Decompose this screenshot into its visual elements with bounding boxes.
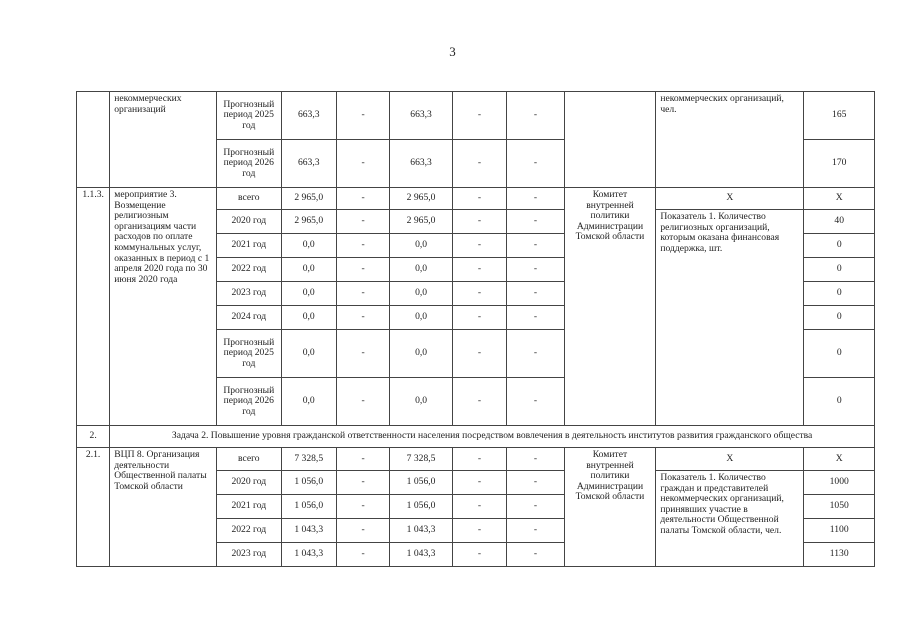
amount-cell: - xyxy=(336,543,389,567)
indicator-value: 1130 xyxy=(804,543,875,567)
amount-cell: 1 056,0 xyxy=(281,495,336,519)
amount-cell: - xyxy=(452,258,506,282)
amount-cell: - xyxy=(507,258,564,282)
page-number: 3 xyxy=(449,44,456,59)
amount-cell: - xyxy=(452,188,506,210)
table-row xyxy=(77,92,875,140)
indicator-value: 0 xyxy=(804,330,875,378)
indicator-name: Показатель 1. Количество граждан и представителей некоммерческих организаций, принявших участие в деятельности Общественной палаты Томской области, чел. xyxy=(656,471,804,567)
period-cell: Прогнозный период 2025 год xyxy=(217,330,281,378)
amount-cell: - xyxy=(507,471,564,495)
amount-cell: 7 328,5 xyxy=(390,448,452,471)
amount-cell: 0,0 xyxy=(390,306,452,330)
amount-cell: - xyxy=(336,330,389,378)
period-cell: 2020 год xyxy=(217,471,281,495)
amount-cell: 0,0 xyxy=(390,378,452,426)
row-number: 2.1. xyxy=(77,448,110,567)
amount-cell: 663,3 xyxy=(390,92,452,140)
amount-cell: - xyxy=(452,306,506,330)
amount-cell: - xyxy=(452,234,506,258)
amount-cell: - xyxy=(507,378,564,426)
amount-cell: 0,0 xyxy=(281,378,336,426)
indicator-value: 0 xyxy=(804,378,875,426)
indicator-header: Х xyxy=(656,448,804,471)
activity-name: мероприятие 3. Возмещение религиозным организациям части расходов по оплате коммунальных услуг, оказанных в период с 1 апреля 2020 года по 30 июня 2020 года xyxy=(110,188,217,426)
amount-cell: - xyxy=(507,330,564,378)
indicator-name: Показатель 1. Количество религиозных организаций, которым оказана финансовая поддержка, шт. xyxy=(656,210,804,426)
amount-cell: 2 965,0 xyxy=(281,188,336,210)
amount-cell: 1 043,3 xyxy=(281,543,336,567)
amount-cell: 7 328,5 xyxy=(281,448,336,471)
amount-cell: - xyxy=(507,188,564,210)
amount-cell: 663,3 xyxy=(281,140,336,188)
amount-cell: - xyxy=(507,92,564,140)
indicator-value: 40 xyxy=(804,210,875,234)
period-cell: всего xyxy=(217,188,281,210)
amount-cell: - xyxy=(507,448,564,471)
amount-cell: - xyxy=(452,330,506,378)
amount-cell: 0,0 xyxy=(390,234,452,258)
executor-name: Комитет внутренней политики Администрации Томской области xyxy=(564,188,656,426)
amount-cell: 2 965,0 xyxy=(390,210,452,234)
amount-cell: - xyxy=(336,519,389,543)
indicator-header: Х xyxy=(656,188,804,210)
period-cell: всего xyxy=(217,448,281,471)
amount-cell: 1 043,3 xyxy=(390,543,452,567)
amount-cell: 2 965,0 xyxy=(281,210,336,234)
amount-cell: - xyxy=(336,210,389,234)
indicator-value: 1050 xyxy=(804,495,875,519)
period-cell: 2020 год xyxy=(217,210,281,234)
amount-cell: 0,0 xyxy=(281,330,336,378)
period-cell: 2022 год xyxy=(217,258,281,282)
table-row xyxy=(77,448,875,471)
row-number: 1.1.3. xyxy=(77,188,110,426)
amount-cell: - xyxy=(452,140,506,188)
row-number: 2. xyxy=(77,426,110,448)
amount-cell: - xyxy=(336,471,389,495)
amount-cell: - xyxy=(507,140,564,188)
amount-cell: - xyxy=(452,448,506,471)
amount-cell: 0,0 xyxy=(281,234,336,258)
period-cell: 2023 год xyxy=(217,543,281,567)
amount-cell: 0,0 xyxy=(390,258,452,282)
activity-name: некоммерческих организаций xyxy=(110,92,217,188)
amount-cell: 663,3 xyxy=(390,140,452,188)
amount-cell: 0,0 xyxy=(281,282,336,306)
amount-cell: 0,0 xyxy=(281,258,336,282)
amount-cell: - xyxy=(336,188,389,210)
amount-cell: 1 043,3 xyxy=(390,519,452,543)
amount-cell: - xyxy=(507,282,564,306)
amount-cell: - xyxy=(507,234,564,258)
period-cell: 2023 год xyxy=(217,282,281,306)
indicator-value: 0 xyxy=(804,282,875,306)
amount-cell: 1 056,0 xyxy=(281,471,336,495)
amount-cell: - xyxy=(507,306,564,330)
amount-cell: 1 056,0 xyxy=(390,495,452,519)
amount-cell: - xyxy=(336,92,389,140)
amount-cell: - xyxy=(336,258,389,282)
period-cell: Прогнозный период 2025 год xyxy=(217,92,281,140)
period-cell: 2021 год xyxy=(217,234,281,258)
amount-cell: - xyxy=(452,210,506,234)
indicator-value: Х xyxy=(804,188,875,210)
table-row xyxy=(77,426,875,448)
amount-cell: - xyxy=(452,92,506,140)
amount-cell: - xyxy=(336,306,389,330)
amount-cell: - xyxy=(452,495,506,519)
amount-cell: - xyxy=(452,471,506,495)
indicator-value: 1100 xyxy=(804,519,875,543)
amount-cell: 0,0 xyxy=(281,306,336,330)
amount-cell: - xyxy=(336,282,389,306)
amount-cell: 1 056,0 xyxy=(390,471,452,495)
indicator-value: 170 xyxy=(804,140,875,188)
executor-name: Комитет внутренней политики Администрации Томской области xyxy=(564,448,656,567)
indicator-value: Х xyxy=(804,448,875,471)
amount-cell: 0,0 xyxy=(390,282,452,306)
period-cell: 2024 год xyxy=(217,306,281,330)
amount-cell: 2 965,0 xyxy=(390,188,452,210)
executor-cell xyxy=(564,92,656,188)
indicator-value: 0 xyxy=(804,306,875,330)
table-row xyxy=(77,188,875,210)
amount-cell: - xyxy=(452,543,506,567)
amount-cell: - xyxy=(336,378,389,426)
program-table xyxy=(76,91,875,567)
amount-cell: - xyxy=(507,210,564,234)
period-cell: 2021 год xyxy=(217,495,281,519)
amount-cell: - xyxy=(507,519,564,543)
period-cell: 2022 год xyxy=(217,519,281,543)
amount-cell: 663,3 xyxy=(281,92,336,140)
period-cell: Прогнозный период 2026 год xyxy=(217,378,281,426)
amount-cell: - xyxy=(452,282,506,306)
row-number-cell xyxy=(77,92,110,188)
indicator-name: некоммерческих организаций, чел. xyxy=(656,92,804,188)
amount-cell: - xyxy=(336,140,389,188)
amount-cell: - xyxy=(336,234,389,258)
amount-cell: - xyxy=(336,495,389,519)
indicator-value: 1000 xyxy=(804,471,875,495)
amount-cell: 1 043,3 xyxy=(281,519,336,543)
period-cell: Прогнозный период 2026 год xyxy=(217,140,281,188)
task-title: Задача 2. Повышение уровня гражданской ответственности населения посредством вовлечения в деятельность институтов развития гражданского общества xyxy=(110,426,875,448)
activity-name: ВЦП 8. Организация деятельности Общественной палаты Томской области xyxy=(110,448,217,567)
amount-cell: - xyxy=(452,378,506,426)
amount-cell: - xyxy=(452,519,506,543)
indicator-value: 0 xyxy=(804,234,875,258)
indicator-value: 0 xyxy=(804,258,875,282)
amount-cell: - xyxy=(507,543,564,567)
indicator-value: 165 xyxy=(804,92,875,140)
amount-cell: - xyxy=(336,448,389,471)
amount-cell: - xyxy=(507,495,564,519)
amount-cell: 0,0 xyxy=(390,330,452,378)
